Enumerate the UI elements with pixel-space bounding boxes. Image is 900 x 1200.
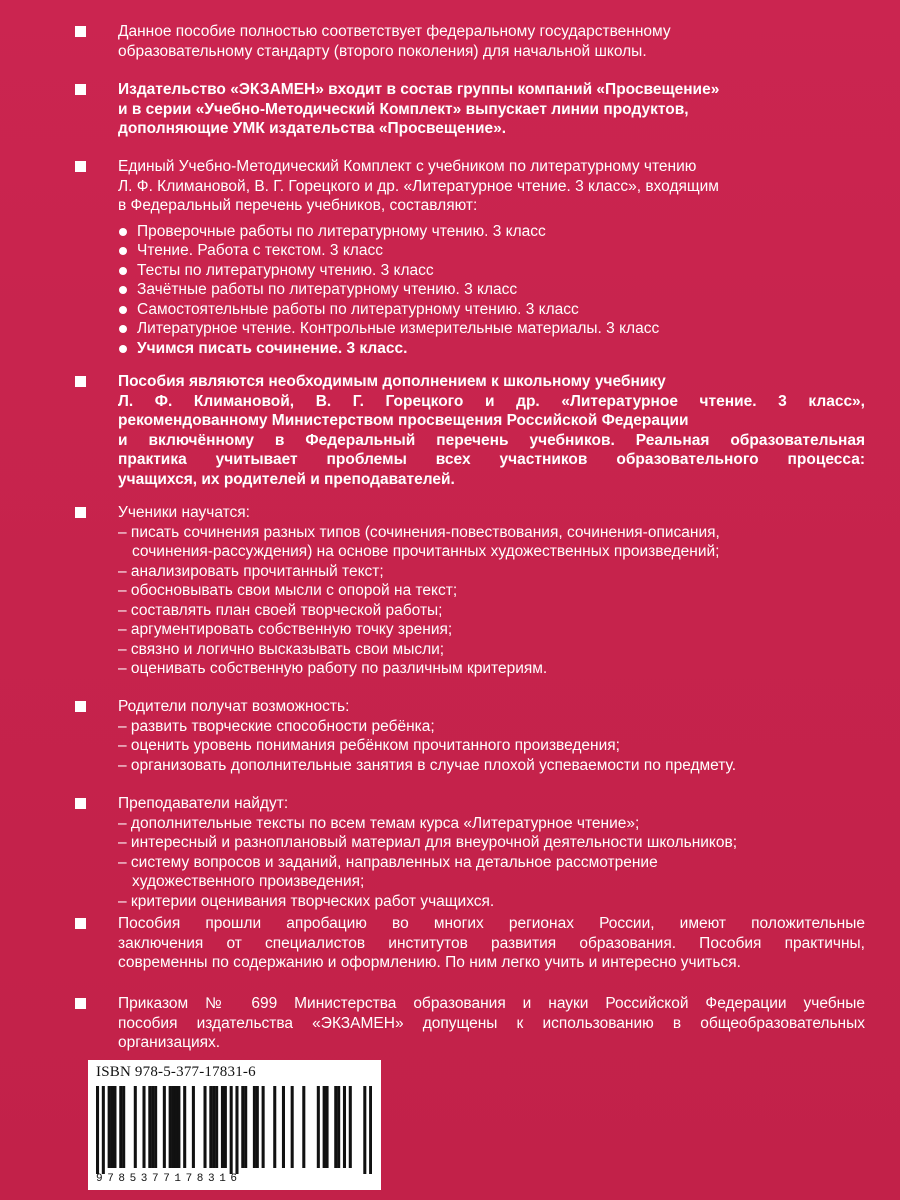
barcode-bar	[326, 1086, 329, 1168]
round-bullet-icon	[119, 325, 127, 333]
list-item	[118, 300, 865, 320]
section-teachers	[75, 794, 865, 911]
barcode-bar	[174, 1086, 177, 1168]
round-bullet-icon	[119, 286, 127, 294]
list-item-label: Тесты по литературному чтению. 3 класс	[137, 261, 434, 279]
section-supplement	[75, 372, 865, 489]
section-publisher	[75, 80, 865, 139]
barcode-bar	[323, 1086, 326, 1168]
barcode-bar	[134, 1086, 137, 1168]
barcode-bar	[212, 1086, 215, 1168]
square-bullet-icon	[75, 798, 86, 809]
text-line: учащихся, их родителей и преподавателей.	[118, 470, 455, 488]
text-line: в Федеральный перечень учебников, составляют:	[118, 197, 478, 214]
section-students	[75, 503, 865, 679]
barcode-bar	[221, 1086, 224, 1168]
list-item-label: Учимся писать сочинение. 3 класс.	[137, 339, 408, 357]
barcode-bar	[235, 1086, 238, 1174]
list-item: – организовать дополнительные занятия в случае плохой успеваемости по предмету.	[118, 756, 737, 774]
text-line: Пособия являются необходимым дополнением к школьному учебнику	[118, 373, 666, 390]
text-line: современны по содержанию и оформлению. По ним легко учить и интересно учиться.	[118, 954, 741, 971]
list-item: – аргументировать собственную точку зрения;	[118, 621, 453, 638]
barcode-bar	[369, 1086, 372, 1174]
barcode-bar	[119, 1086, 122, 1168]
list-item-label: Зачётные работы по литературному чтению. 3 класс	[137, 281, 518, 298]
barcode-bar	[291, 1086, 294, 1168]
barcode-bar	[282, 1086, 285, 1168]
text-line: Приказом № 699 Министерства образования и науки Российской Федерации учебные	[118, 995, 865, 1012]
list-item	[118, 261, 865, 281]
section-umk	[75, 157, 865, 358]
barcode-bar	[113, 1086, 116, 1168]
text-line: Издательство «ЭКЗАМЕН» входит в состав группы компаний «Просвещение»	[118, 81, 720, 98]
list-item: – писать сочинения разных типов (сочинения-повествования, сочинения-описания,	[118, 523, 720, 541]
barcode-bar	[96, 1086, 99, 1174]
barcode-bar	[151, 1086, 154, 1168]
list-item: – оценивать собственную работу по различным критериям.	[118, 660, 548, 677]
list-item	[118, 241, 865, 261]
section-parents	[75, 697, 865, 775]
text-line: Единый Учебно-Методический Комплект с учебником по литературному чтению	[118, 158, 697, 175]
barcode-bar	[317, 1086, 320, 1168]
list-item-label: Литературное чтение. Контрольные измерительные материалы. 3 класс	[137, 320, 660, 337]
list-item	[118, 319, 865, 339]
barcode-bar	[262, 1086, 265, 1168]
square-bullet-icon	[75, 701, 86, 712]
list-item: – связно и логично высказывать свои мысли;	[118, 640, 445, 658]
barcode-bar	[209, 1086, 212, 1168]
round-bullet-icon	[119, 267, 127, 275]
list-item: – оценить уровень понимания ребёнком прочитанного произведения;	[118, 737, 620, 754]
text-line: организациях.	[118, 1034, 221, 1051]
text-line: пособия издательства «ЭКЗАМЕН» допущены к использованию в общеобразовательных	[118, 1014, 865, 1032]
barcode-bar	[349, 1086, 352, 1168]
barcode-bar	[108, 1086, 111, 1168]
list-item-label: Проверочные работы по литературному чтению. 3 класс	[137, 222, 546, 240]
barcode-bar	[163, 1086, 166, 1168]
barcode-bar	[253, 1086, 256, 1168]
list-item: – обосновывать свои мысли с опорой на текст;	[118, 582, 458, 599]
isbn-label: ISBN 978-5-377-17831-6	[96, 1064, 256, 1080]
barcode-bar	[256, 1086, 259, 1168]
text-line: практика учитывает проблемы всех участников образовательного процесса:	[118, 451, 865, 468]
text-line: Л. Ф. Климановой, В. Г. Горецкого и др. «Литературное чтение. 3 класс», входящим	[118, 177, 719, 195]
square-bullet-icon	[75, 161, 86, 172]
round-bullet-icon	[119, 345, 127, 353]
barcode-bar	[230, 1086, 233, 1174]
barcode-bar	[148, 1086, 151, 1168]
barcode-digits: 9785377178316	[96, 1173, 242, 1185]
barcode-bar	[122, 1086, 125, 1168]
barcode-bar	[302, 1086, 305, 1168]
text-line: Преподаватели найдут:	[118, 795, 289, 812]
list-item: – дополнительные тексты по всем темам курса «Литературное чтение»;	[118, 814, 640, 832]
list-item-label: Самостоятельные работы по литературному чтению. 3 класс	[137, 300, 579, 318]
barcode-bar	[273, 1086, 276, 1168]
barcode-bar	[241, 1086, 244, 1168]
square-bullet-icon	[75, 376, 86, 387]
barcode-bar	[102, 1086, 105, 1174]
list-item	[118, 339, 865, 359]
list-item: – критерии оценивания творческих работ учащихся.	[118, 892, 495, 910]
section-order	[75, 994, 865, 1053]
text-line: дополняющие УМК издательства «Просвещение».	[118, 120, 507, 137]
section-fgos	[75, 22, 865, 61]
round-bullet-icon	[119, 247, 127, 255]
text-line: и включённому в Федеральный перечень учебников. Реальная образовательная	[118, 431, 865, 449]
list-item-label: Чтение. Работа с текстом. 3 класс	[137, 242, 383, 259]
text-line: Л. Ф. Климановой, В. Г. Горецкого и др. «Литературное чтение. 3 класс»,	[118, 392, 865, 410]
square-bullet-icon	[75, 26, 86, 37]
barcode-bar	[111, 1086, 114, 1168]
list-item: – анализировать прочитанный текст;	[118, 562, 384, 580]
square-bullet-icon	[75, 998, 86, 1009]
text-line: Родители получат возможность:	[118, 698, 350, 715]
barcode-bar	[172, 1086, 175, 1168]
barcode-bar	[192, 1086, 195, 1168]
square-bullet-icon	[75, 918, 86, 929]
text-line: заключения от специалистов институтов развития образования. Пособия практичны,	[118, 934, 865, 952]
list-item: художественного произведения;	[132, 873, 365, 890]
barcode-bar	[154, 1086, 157, 1168]
barcode-bar	[343, 1086, 346, 1168]
square-bullet-icon	[75, 84, 86, 95]
barcode-bar	[337, 1086, 340, 1168]
barcode-bar	[363, 1086, 366, 1174]
text-line: и в серии «Учебно-Методический Комплект» выпускает линии продуктов,	[118, 100, 689, 118]
isbn-barcode-block	[88, 1060, 381, 1190]
text-line: Данное пособие полностью соответствует федеральному государственному	[118, 23, 671, 40]
text-line: рекомендованному Министерством просвещения Российской Федерации	[118, 412, 689, 429]
square-bullet-icon	[75, 507, 86, 518]
barcode-bar	[183, 1086, 186, 1168]
barcode-bar	[142, 1086, 145, 1168]
section-approbation	[75, 914, 865, 973]
list-item	[118, 222, 865, 242]
list-item: – составлять план своей творческой работы;	[118, 601, 443, 619]
text-line: Ученики научатся:	[118, 504, 250, 521]
list-item: – развить творческие способности ребёнка;	[118, 717, 435, 735]
barcode-bar	[177, 1086, 180, 1168]
barcode-bar	[169, 1086, 172, 1168]
round-bullet-icon	[119, 228, 127, 236]
list-item: сочинения-рассуждения) на основе прочитанных художественных произведений;	[132, 543, 720, 560]
barcode-bar	[244, 1086, 247, 1168]
text-line: Пособия прошли апробацию во многих регионах России, имеют положительные	[118, 915, 865, 932]
text-line: образовательному стандарту (второго поколения) для начальной школы.	[118, 42, 647, 60]
barcode-bar	[224, 1086, 227, 1168]
barcode-bar	[334, 1086, 337, 1168]
list-item: – интересный и разноплановый материал для внеурочной деятельности школьников;	[118, 834, 738, 851]
list-item: – систему вопросов и заданий, направленных на детальное рассмотрение	[118, 853, 658, 871]
barcode-bar	[203, 1086, 206, 1168]
barcode-bar	[215, 1086, 218, 1168]
round-bullet-icon	[119, 306, 127, 314]
list-item	[118, 280, 865, 300]
barcode-icon	[96, 1086, 372, 1174]
